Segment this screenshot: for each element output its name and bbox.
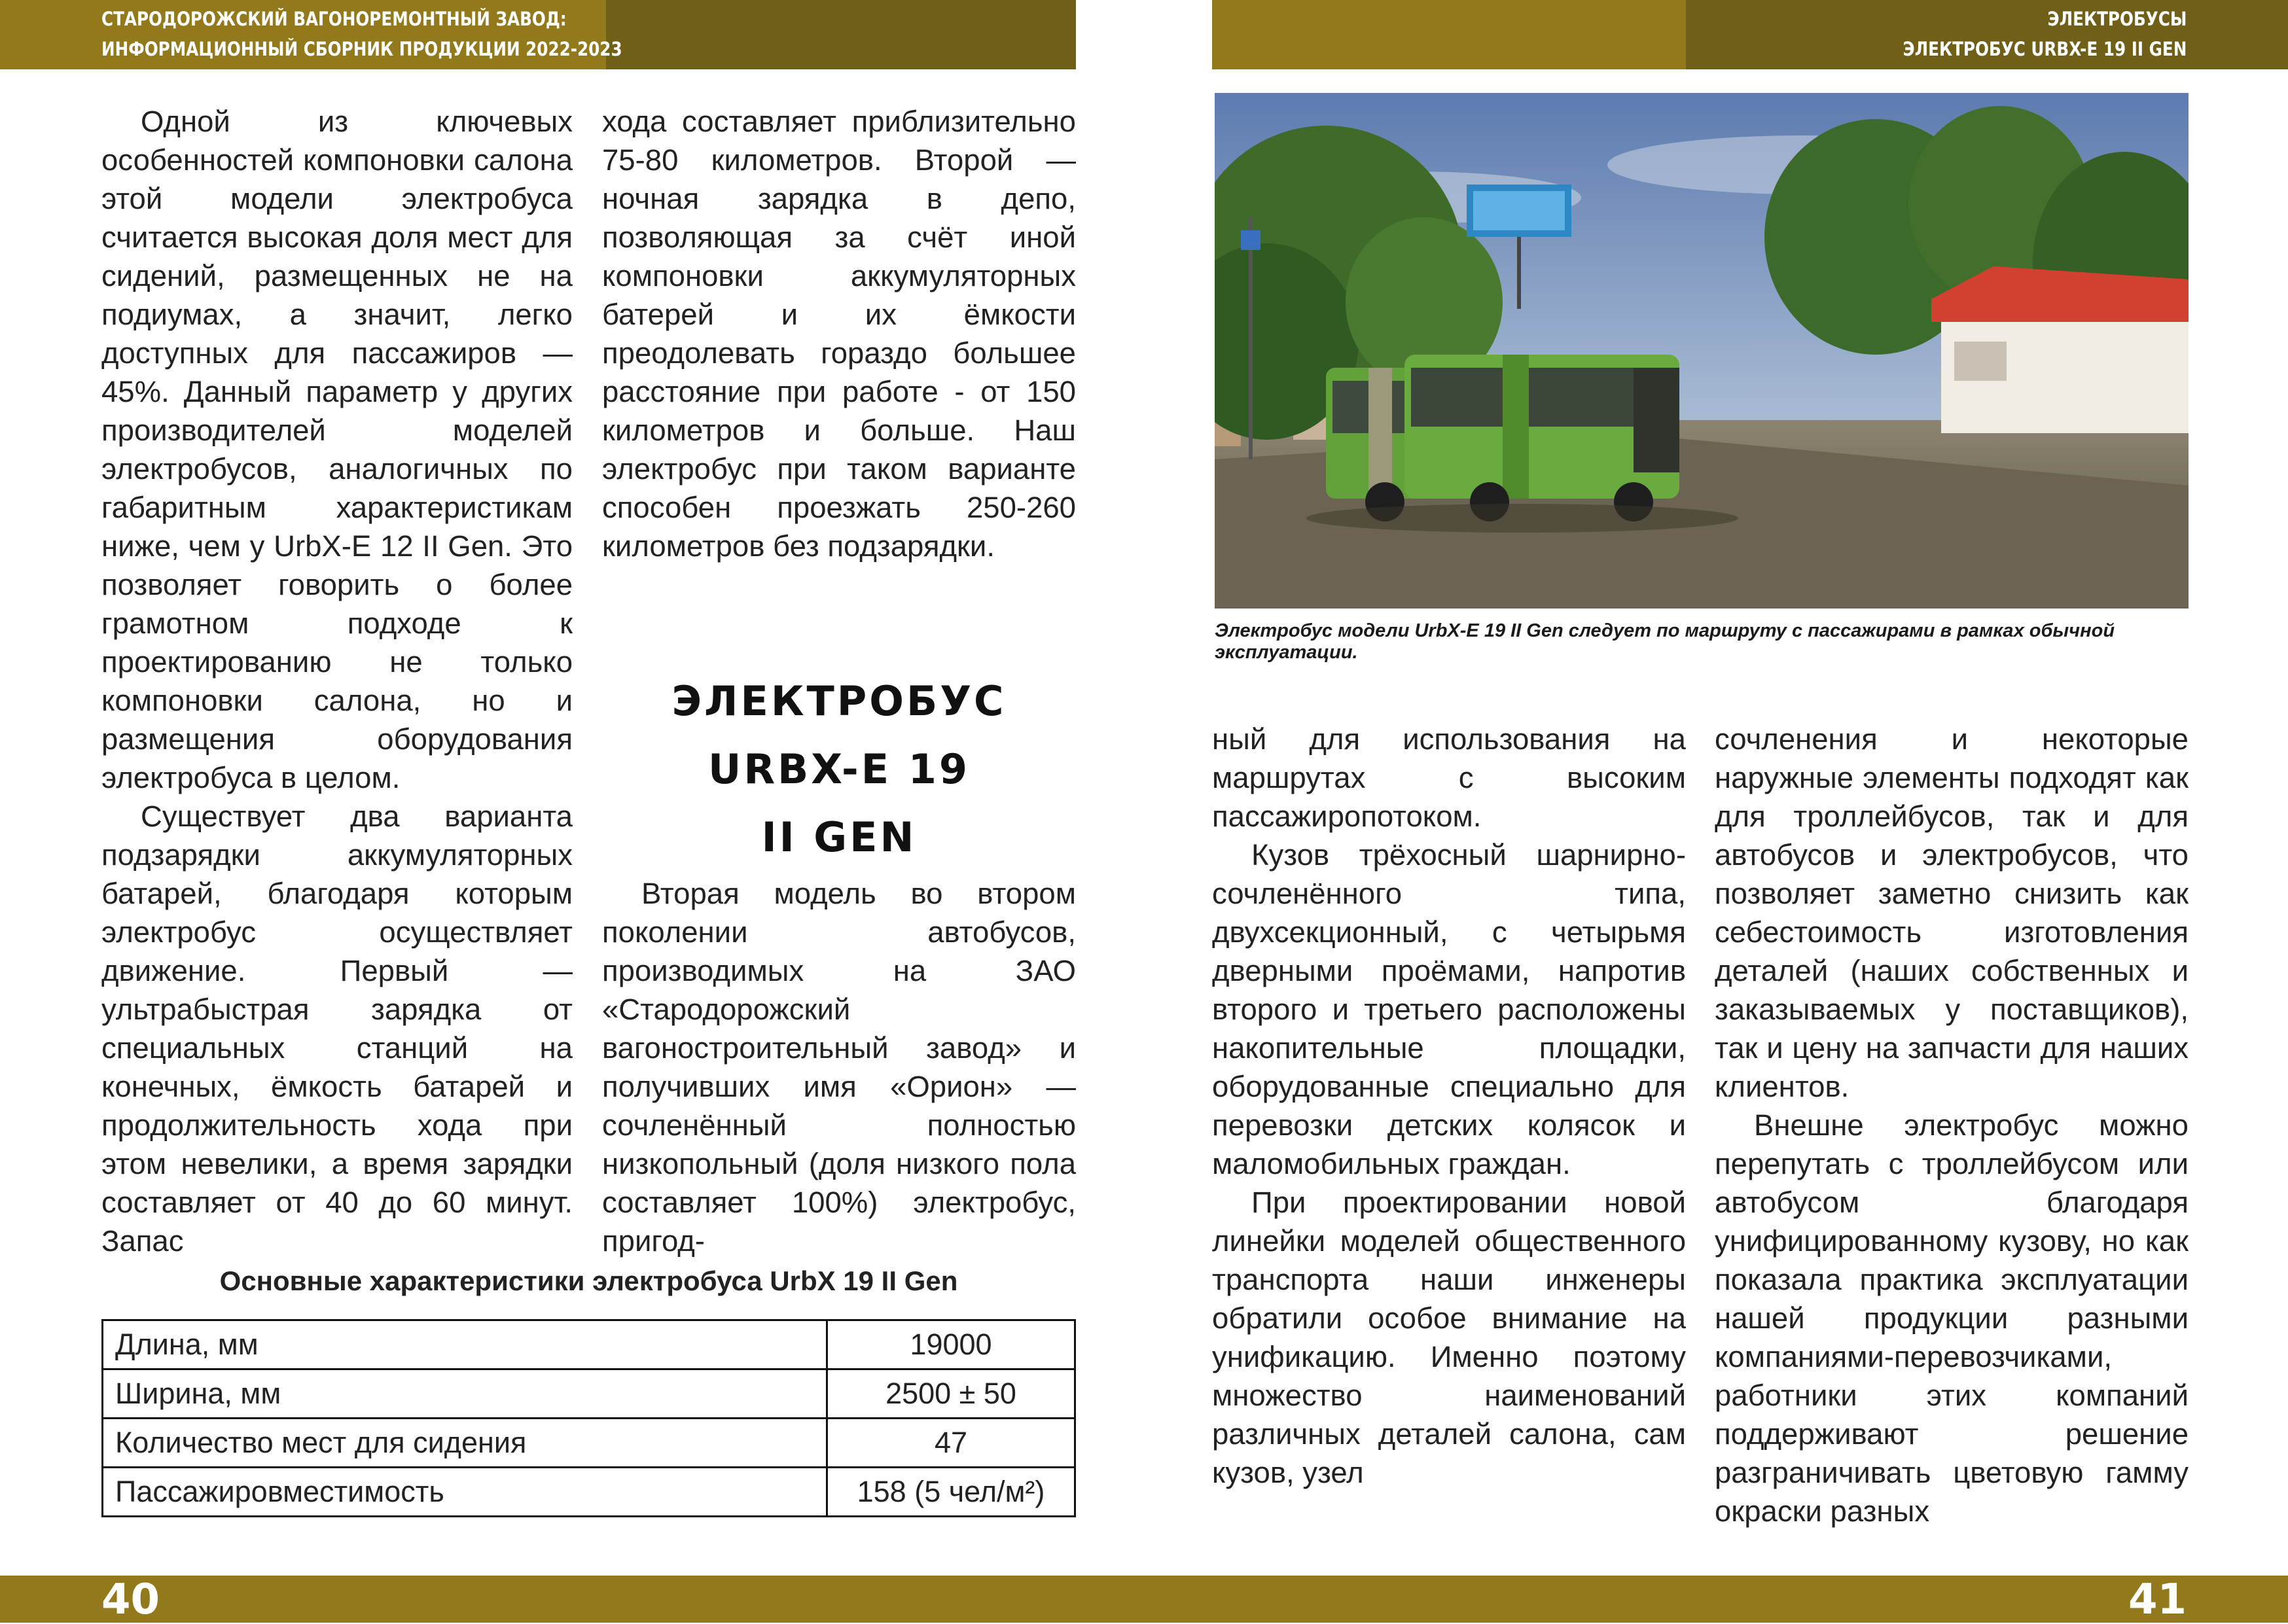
page-number-left: 40 [101,1576,160,1624]
bus-photo-illustration [1215,93,2189,609]
paragraph: Кузов трёхосный шарнирно-сочленённого типа, двухсекционный, с четырьмя дверными проёмами, напротив второго и третьего расположены накопительные площадки, оборудованные специально для перевозки детских колясок и маломобильных граждан. [1212,838,1686,1180]
header-bar-right [1212,0,1686,69]
table-caption: Основные характеристики электробуса UrbX 19 II Gen [219,1265,958,1296]
header-right-line1: ЭЛЕКТРОБУСЫ [2047,8,2187,30]
table-cell-value: 2500 ± 50 [827,1369,1075,1419]
table-cell-label: Длина, мм [103,1320,827,1369]
bus-photo [1215,93,2189,609]
specs-table [101,1319,1076,1517]
photo-caption: Электробус модели UrbX-E 19 II Gen следует по маршруту с пассажирами в рамках обычной эксплуатации. [1215,620,2115,663]
footer-bar [0,1576,2288,1623]
right-page-column-1 [1212,720,1686,1492]
paragraph: Одной из ключевых особенностей компоновки салона этой модели электробуса считается высокая доля мест для сидений, размещенных не на подиумах, а значит, легко доступных для пассажиров — 45%. Данный параметр у других производителей моделей электробусов, аналогичных по габаритным характеристикам ниже, чем у UrbX-E 12 II Gen. Это позволяет говорить о более грамотном подходе к проектированию не только компоновки салона, но и размещения оборудования электробуса в целом. [101,105,573,794]
paragraph: хода составляет приблизительно 75-80 километров. Второй — ночная зарядка в депо, позволяющая за счёт иной компоновки аккумуляторных батерей и их ёмкости преодолевать гораздо большее расстояние при работе - от 150 километров и больше. Наш электробус при таком варианте способен проезжать 250-260 километров без подзарядки. [602,105,1076,563]
paragraph: Существует два варианта подзарядки аккумуляторных батарей, благодаря которым электробус осуществляет движение. Первый — ультрабыстрая зарядка от специальных станций на конечных, ёмкость батарей и продолжительность хода при этом невелики, а время зарядки составляет от 40 до 60 минут. Запас [101,800,573,1258]
header-left-line1: СТАРОДОРОЖСКИЙ ВАГОНОРЕМОНТНЫЙ ЗАВОД: [101,8,567,30]
paragraph: При проектировании новой линейки моделей общественного транспорта наши инженеры обратили особое внимание на унификацию. Именно поэтому множество наименований различных деталей салона, сам кузов, узел [1212,1186,1686,1489]
paragraph: Внешне электробус можно перепутать с троллейбусом или автобусом благодаря унифицированному кузову, но как показала практика эксплуатации нашей продукции разными компаниями-перевозчиками, работники этих компаний поддерживают решение разграничивать цветовую гамму окраски разных [1715,1108,2189,1528]
table-cell-value: 158 (5 чел/м²) [827,1468,1075,1517]
left-page-column-1 [101,102,573,1260]
paragraph: Вторая модель во втором поколении автобусов, производимых на ЗАО «Стародорожский вагоностроительный завод» и получивших имя «Орион» — сочленённый полностью низкопольный (доля низкого пола составляет 100%) электробус, пригод- [602,877,1076,1258]
table-cell-value: 19000 [827,1320,1075,1369]
table-cell-label: Пассажировместимость [103,1468,827,1517]
paragraph: ный для использования на маршрутах с высоким пассажиропотоком. [1212,722,1686,833]
table-row [103,1369,1075,1419]
left-page-column-2 [602,102,1076,565]
left-page-column-2-lower [602,874,1076,1260]
page-number-right: 41 [2128,1576,2187,1624]
right-page-column-2 [1715,720,2189,1530]
paragraph: сочленения и некоторые наружные элементы подходят как для троллейбусов, так и для автобусов и электробусов, что позволяет заметно снизить как себестоимость изготовления деталей (наших собственных и заказываемых у поставщиков), так и цену на запчасти для наших клиентов. [1715,722,2189,1103]
table-row [103,1419,1075,1468]
table-row [103,1468,1075,1517]
table-cell-value: 47 [827,1419,1075,1468]
section-title-line1: ЭЛЕКТРОБУС URBX-E 19 [671,677,1007,793]
table-cell-label: Ширина, мм [103,1369,827,1419]
header-left-line2: ИНФОРМАЦИОННЫЙ СБОРНИК ПРОДУКЦИИ 2022-2023 [101,38,622,60]
section-title [602,667,1076,872]
header-bar-left-accent [606,0,1076,69]
header-right-line2: ЭЛЕКТРОБУС URBX-E 19 II GEN [1903,38,2187,60]
table-cell-label: Количество мест для сидения [103,1419,827,1468]
section-title-line2: II GEN [761,813,917,861]
table-row [103,1320,1075,1369]
